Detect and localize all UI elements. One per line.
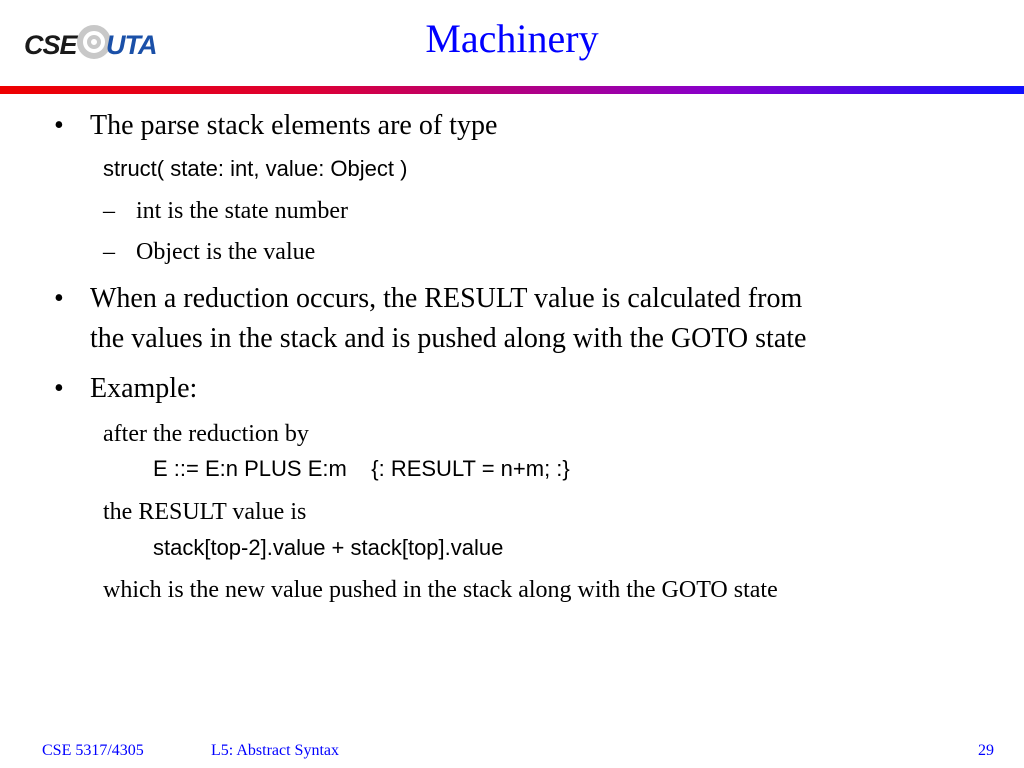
- footer-course: CSE 5317/4305: [42, 742, 144, 759]
- bullet-dot: •: [54, 110, 64, 141]
- bullet-example: [54, 369, 198, 409]
- example-result-text: the RESULT value is: [103, 499, 307, 525]
- bullet-reduction: [54, 279, 807, 359]
- bullet-dot: •: [54, 283, 64, 314]
- subbullet-text: Object is the value: [136, 239, 316, 265]
- footer-page-number: 29: [978, 742, 994, 759]
- result-expression-code: stack[top-2].value + stack[top].value: [153, 535, 504, 560]
- bullet-text: Example:: [90, 373, 198, 404]
- bullet-text: The parse stack elements are of type: [90, 110, 498, 141]
- bullet-text-line-2: the values in the stack and is pushed along with the GOTO state: [90, 323, 807, 354]
- subbullet-dash: –: [103, 239, 115, 265]
- title-divider: [0, 86, 1024, 94]
- subbullet-int: [103, 196, 348, 226]
- subbullet-dash: –: [103, 198, 115, 224]
- slide-title: Machinery: [425, 16, 599, 61]
- example-closing-text: which is the new value pushed in the stack along with the GOTO state: [103, 577, 778, 603]
- logo-cse-text: CSE: [24, 30, 77, 60]
- bullet-text-line-1: When a reduction occurs, the RESULT value is calculated from: [90, 283, 803, 314]
- subbullet-text: int is the state number: [136, 198, 348, 224]
- grammar-rule-code: E ::= E:n PLUS E:m {: RESULT = n+m; :}: [153, 456, 570, 481]
- footer-lecture: L5: Abstract Syntax: [211, 742, 339, 759]
- bullet-stack-elements: [54, 106, 498, 146]
- struct-code: struct( state: int, value: Object ): [103, 156, 408, 181]
- subbullet-object: [103, 237, 316, 267]
- logo-uta-text: UTA: [106, 30, 157, 60]
- bullet-dot: •: [54, 373, 64, 404]
- example-after-text: after the reduction by: [103, 421, 309, 447]
